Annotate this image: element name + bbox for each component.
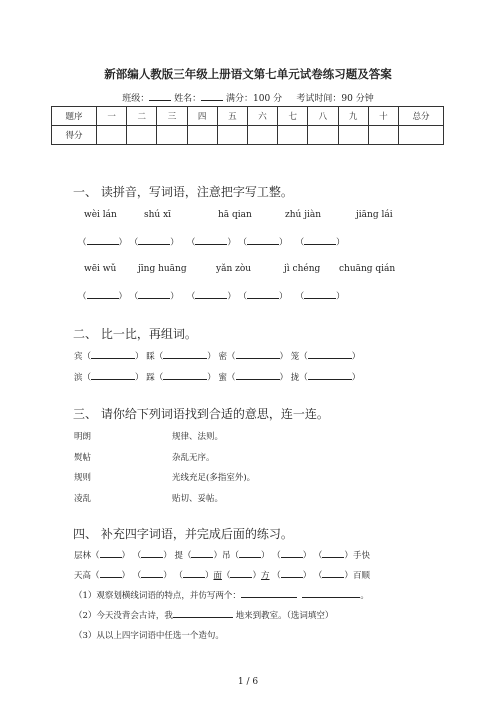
answer-blank[interactable] xyxy=(302,589,360,598)
section-1-heading: 一、 读拼音，写词语，注意把字写工整。 xyxy=(73,185,293,199)
answer-blank[interactable] xyxy=(230,569,252,578)
score-cell[interactable] xyxy=(127,126,157,145)
question-2 xyxy=(74,609,333,621)
compare-row: 宾（ ） 睬（ ） 密（ ） 笼（ ） xyxy=(74,352,361,362)
answer-blank[interactable] xyxy=(247,290,279,299)
header-cell: 总分 xyxy=(399,107,444,126)
answer-blank[interactable] xyxy=(141,549,163,558)
idiom-line: 天高（ ） （ ） （ ）面（ ）方 （ ） （ ）百顺 xyxy=(74,571,370,581)
score-table-score-row xyxy=(52,126,444,145)
header-cell: 一 xyxy=(97,107,127,126)
answer-blank[interactable] xyxy=(163,371,207,380)
answer-blank[interactable] xyxy=(241,589,297,598)
match-left-item[interactable]: 凌乱 xyxy=(74,494,92,504)
answer-blank[interactable] xyxy=(100,569,122,578)
header-cell: 五 xyxy=(217,107,247,126)
header-cell: 六 xyxy=(247,107,277,126)
class-blank xyxy=(149,92,171,101)
compare-char: 宾 xyxy=(74,352,83,362)
header-cell: 八 xyxy=(308,107,338,126)
score-table-header-row xyxy=(52,107,444,126)
compare-char: 蜜 xyxy=(218,373,227,383)
answer-blank[interactable] xyxy=(87,236,119,245)
answer-blank[interactable] xyxy=(138,290,170,299)
pinyin-item: jiāng lái xyxy=(356,210,393,220)
question-3: （3）从以上四字词语中任选一个造句。 xyxy=(74,631,224,641)
answer-blank[interactable] xyxy=(247,236,279,245)
header-cell: 三 xyxy=(157,107,187,126)
pinyin-item: jì chéng xyxy=(284,264,321,274)
score-cell[interactable] xyxy=(308,126,338,145)
answer-blank[interactable] xyxy=(100,549,122,558)
name-blank xyxy=(201,92,223,101)
answer-blank[interactable] xyxy=(91,371,135,380)
header-cell: 九 xyxy=(338,107,368,126)
score-cell[interactable] xyxy=(247,126,277,145)
question-2-suffix: 地来到教室。（选词填空） xyxy=(235,611,334,621)
match-left-item[interactable]: 熨帖 xyxy=(74,453,92,463)
pinyin-item: shú xī xyxy=(144,210,172,220)
answer-blank[interactable] xyxy=(141,569,163,578)
section-2-heading: 二、 比一比，再组词。 xyxy=(73,327,197,341)
document-title: 新部编人教版三年级上册语文第七单元试卷练习题及答案 xyxy=(104,67,392,81)
answer-blank[interactable] xyxy=(236,371,280,380)
idiom-line: 层林（ ） （ ） 提（ ）吊（ ） （ ） （ ）手快 xyxy=(74,551,370,561)
match-right-item[interactable]: 杂乱无序。 xyxy=(172,453,215,463)
compare-row: 滨（ ） 踩（ ） 蜜（ ） 拢（ ） xyxy=(74,373,361,383)
idiom-text: 提 xyxy=(174,551,183,561)
compare-char: 睬 xyxy=(146,352,155,362)
answer-blank[interactable] xyxy=(239,549,261,558)
answer-blank[interactable] xyxy=(91,350,135,359)
score-cell[interactable] xyxy=(278,126,308,145)
score-cell[interactable] xyxy=(97,126,127,145)
question-1-text: （1）观察划横线词语的特点，并仿写两个： xyxy=(74,591,241,601)
compare-char: 密 xyxy=(218,352,227,362)
class-label: 班级： xyxy=(122,94,150,104)
match-right-item[interactable]: 规律、法则。 xyxy=(172,432,224,442)
answer-blank[interactable] xyxy=(195,290,227,299)
question-1: （1）观察划横线词语的特点，并仿写两个： 。 xyxy=(74,591,369,601)
score-cell[interactable] xyxy=(217,126,247,145)
idiom-text: 天高 xyxy=(74,571,92,581)
page-number: 1 / 6 xyxy=(237,677,259,687)
answer-blank[interactable] xyxy=(308,371,352,380)
answer-blank[interactable] xyxy=(191,549,213,558)
answer-blank[interactable] xyxy=(281,569,303,578)
score-row-label: 得分 xyxy=(52,126,97,145)
answer-blank[interactable] xyxy=(195,236,227,245)
match-left-item[interactable]: 规则 xyxy=(74,473,92,483)
idiom-text: 吊 xyxy=(221,551,231,561)
score-cell[interactable] xyxy=(157,126,187,145)
score-cell[interactable] xyxy=(399,126,444,145)
section-4-heading: 四、 补充四字词语，并完成后面的练习。 xyxy=(73,527,293,541)
answer-blank-row: （ ） （ ） （ ） （ ） （ ） xyxy=(78,238,345,248)
idiom-text: 手快 xyxy=(352,551,370,561)
idiom-underlined: 面 xyxy=(213,571,222,581)
match-right-item[interactable]: 贴切、妥帖。 xyxy=(172,494,224,504)
header-cell: 题序 xyxy=(52,107,97,126)
answer-blank[interactable] xyxy=(183,569,205,578)
exam-info xyxy=(0,91,496,104)
answer-blank-row: （ ） （ ） （ ） （ ） （ ） xyxy=(78,292,345,302)
pinyin-item: chuāng qián xyxy=(339,264,396,274)
header-cell: 四 xyxy=(187,107,217,126)
answer-blank[interactable] xyxy=(163,350,207,359)
name-label: 姓名： xyxy=(174,94,202,104)
pinyin-item: wèi lán xyxy=(84,210,117,220)
answer-blank[interactable] xyxy=(304,290,336,299)
pinyin-item: yǎn zòu xyxy=(216,264,252,274)
exam-time: 考试时间：90 分钟 xyxy=(296,94,374,104)
question-2-text: （2）今天没背会古诗，我 xyxy=(74,611,173,621)
answer-blank[interactable] xyxy=(281,549,303,558)
answer-blank[interactable] xyxy=(87,290,119,299)
score-cell[interactable] xyxy=(187,126,217,145)
idiom-text: 层林 xyxy=(74,551,92,561)
compare-char: 拢 xyxy=(290,373,300,383)
answer-blank[interactable] xyxy=(322,569,344,578)
compare-char: 滨 xyxy=(74,373,83,383)
answer-blank[interactable] xyxy=(308,350,352,359)
idiom-text: 百顺 xyxy=(352,571,370,581)
full-score: 满分：100 分 xyxy=(226,94,283,104)
header-cell: 十 xyxy=(368,107,398,126)
pinyin-item: wēi wǔ xyxy=(84,264,117,274)
answer-blank[interactable] xyxy=(322,549,344,558)
compare-char: 笼 xyxy=(290,352,300,362)
score-cell[interactable] xyxy=(368,126,398,145)
idiom-underlined: 方 xyxy=(261,571,270,581)
compare-char: 踩 xyxy=(146,373,155,383)
section-3-heading: 三、 请你给下列词语找到合适的意思，连一连。 xyxy=(73,407,329,421)
header-cell: 二 xyxy=(127,107,157,126)
answer-blank[interactable] xyxy=(236,350,280,359)
score-cell[interactable] xyxy=(338,126,368,145)
match-right-item[interactable]: 光线充足(多指室外)。 xyxy=(172,473,256,483)
answer-blank[interactable] xyxy=(173,609,233,618)
pinyin-item: jīng huāng xyxy=(138,264,187,274)
header-cell: 七 xyxy=(278,107,308,126)
pinyin-item: hā qian xyxy=(218,210,252,220)
match-left-item[interactable]: 明朗 xyxy=(74,432,92,442)
answer-blank[interactable] xyxy=(138,236,170,245)
score-table xyxy=(51,106,444,145)
answer-blank[interactable] xyxy=(304,236,336,245)
pinyin-item: zhú jiàn xyxy=(285,210,322,220)
